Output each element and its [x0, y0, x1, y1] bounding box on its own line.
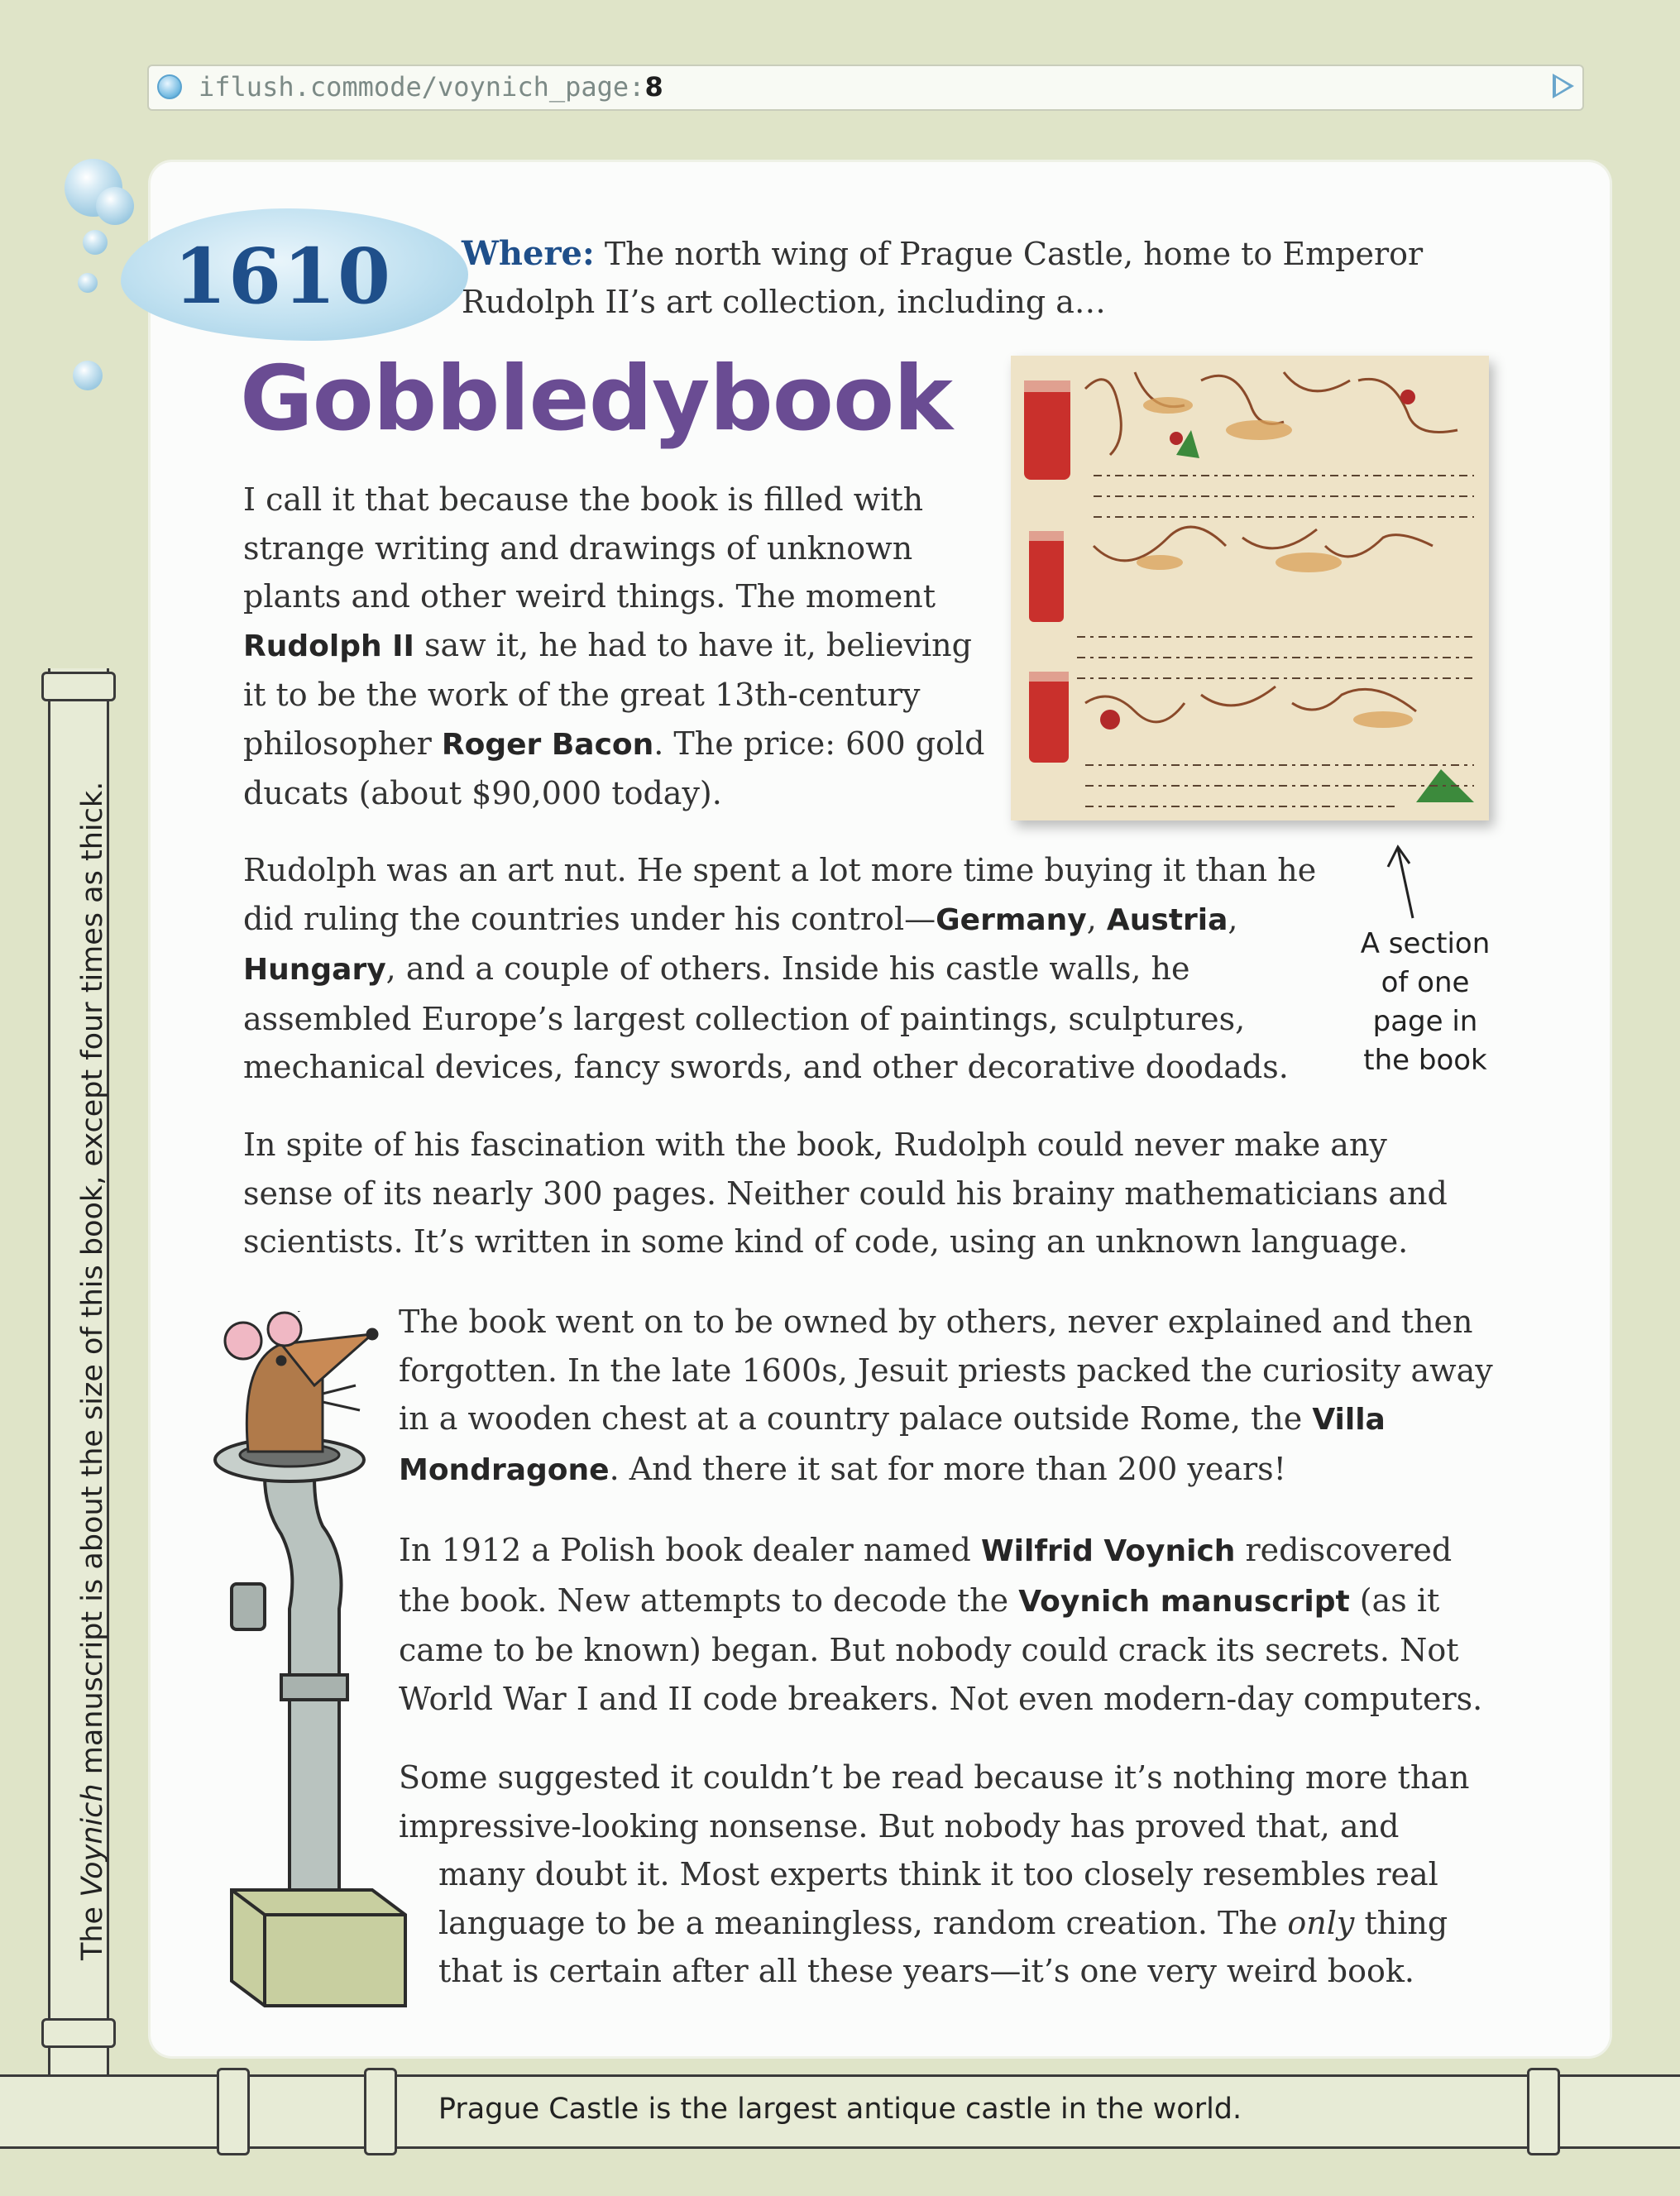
- text: rediscovered the book. New attempts to decode the: [399, 1532, 1453, 1619]
- text: I call it that because the book is filled with strange writing and drawings of unknown plants and other weird things. The moment: [243, 481, 936, 615]
- text-line: Some suggested it couldn’t be read because it’s nothing more than: [399, 1759, 1470, 1796]
- text: ,: [1086, 900, 1107, 937]
- footer-note: Prague Castle is the largest antique castle in the world.: [438, 2093, 1242, 2126]
- bubble-decoration: [96, 187, 134, 225]
- emphasis-voynich: Voynich: [76, 1783, 109, 1897]
- url-text: [199, 71, 663, 103]
- caption-arrow-icon: [1373, 842, 1439, 925]
- bubble-decoration: [73, 361, 103, 390]
- text: , and a couple of others. Inside his castle walls, he assembled Europe’s largest collection of paintings, sculptures, mechanical devices, fancy swords, and other decorative doodads.: [243, 950, 1289, 1085]
- where-intro: [462, 230, 1520, 326]
- text: language to be a meaningless, random creation. The: [438, 1904, 1288, 1941]
- paragraph-5: [399, 1526, 1507, 1723]
- name-austria: Austria: [1106, 902, 1228, 937]
- url-path: iflush.commode/voynich_page:: [199, 71, 645, 103]
- emphasis-only: only: [1287, 1904, 1355, 1941]
- name-hungary: Hungary: [243, 953, 386, 987]
- text-line: many doubt it. Most experts think it too closely resembles real: [438, 1856, 1438, 1892]
- pipe-flange: [41, 2018, 116, 2048]
- text: saw it, he had to have it, believing it to be the work of the great 13th-century philosopher: [243, 626, 972, 762]
- name-wilfrid-voynich: Wilfrid Voynich: [980, 1534, 1236, 1568]
- rat-pipe-illustration: [199, 1311, 471, 2014]
- text: The book went on to be owned by others, never explained and then forgotten. In the late 1600s, Jesuit priests packed the curiosity away in a wooden chest at a country palace outside Rome, the: [399, 1304, 1493, 1437]
- paragraph-6: [399, 1753, 1557, 1996]
- paragraph-4: [399, 1298, 1507, 1495]
- text: The: [76, 1897, 109, 1960]
- text-line: [399, 1899, 1557, 1948]
- text: manuscript is about the size of this book, except four times as thick.: [76, 781, 109, 1784]
- text: . And there it sat for more than 200 years!: [609, 1450, 1286, 1487]
- text: Rudolph was an art nut. He spent a lot more time buying it than he did ruling the countries under his control—: [243, 852, 1317, 937]
- text: ,: [1228, 900, 1238, 937]
- text: (as it came to be known) began. But nobody could crack its secrets. Not World War I and II code breakers. Not even modern-day computers.: [399, 1581, 1483, 1717]
- text-line: that is certain after all these years—it’s one very weird book.: [438, 1953, 1414, 1989]
- image-caption: A section of one page in the book: [1360, 927, 1491, 1077]
- where-label: Where:: [462, 234, 595, 273]
- manuscript-photo: [1011, 356, 1489, 821]
- paragraph-3: In spite of his fascination with the book, Rudolph could never make any sense of its nearly 300 pages. Neither could his brainy mathematicians and scientists. It’s written in some kind of code, using an unknown language.: [243, 1127, 1448, 1260]
- text: In 1912 a Polish book dealer named: [399, 1532, 981, 1568]
- url-bar[interactable]: [147, 65, 1584, 111]
- year-heading: 1610: [174, 232, 393, 321]
- bubble-decoration: [83, 230, 108, 255]
- name-villa-mondragone: Villa Mondragone: [399, 1403, 1386, 1487]
- text-line: impressive-looking nonsense. But nobody has proved that, and: [399, 1807, 1400, 1844]
- paragraph-2: [243, 846, 1335, 1092]
- where-text: The north wing of Prague Castle, home to Emperor Rudolph II’s art collection, including a…: [462, 236, 1424, 320]
- text: . The price: 600 gold ducats (about $90,000 today).: [243, 725, 985, 811]
- name-voynich-manuscript: Voynich manuscript: [1018, 1584, 1350, 1619]
- side-note: [76, 782, 109, 1960]
- play-arrow-icon[interactable]: [1553, 74, 1574, 98]
- bubble-decoration: [78, 273, 98, 293]
- text: thing: [1354, 1904, 1448, 1941]
- page-title: Gobbledybook: [240, 347, 952, 451]
- pipe-flange: [41, 672, 116, 701]
- name-roger-bacon: Roger Bacon: [441, 727, 654, 762]
- url-page-number: 8: [644, 71, 663, 103]
- paragraph-1: [243, 476, 992, 818]
- name-germany: Germany: [936, 902, 1087, 937]
- name-rudolph: Rudolph II: [243, 629, 414, 663]
- globe-icon: [157, 74, 182, 99]
